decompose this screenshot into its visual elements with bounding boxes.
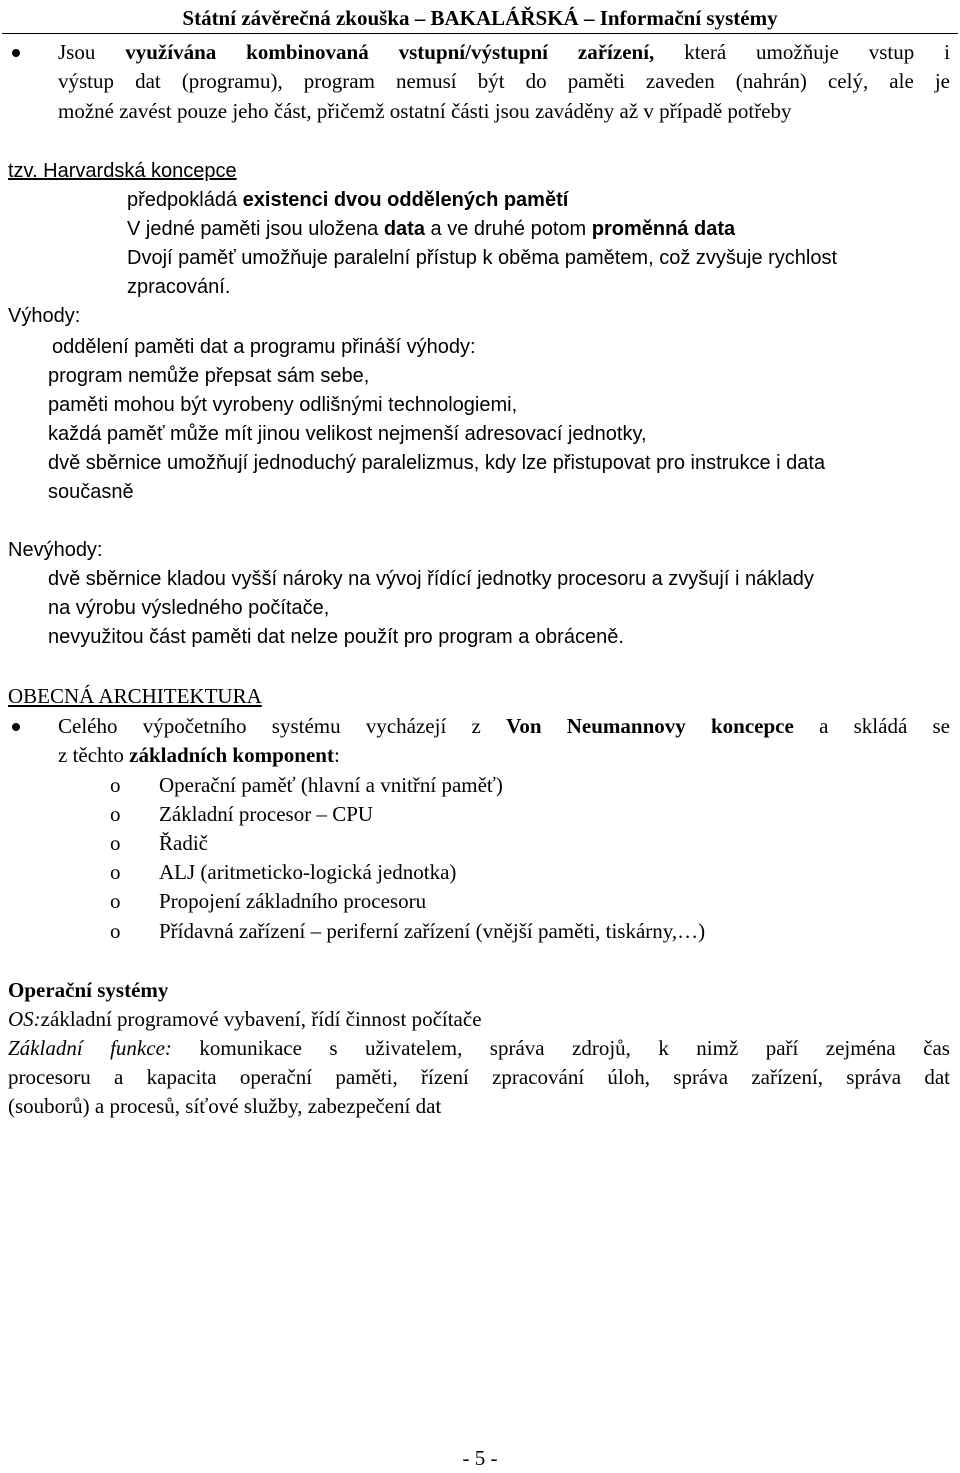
intro-bold-text: využívána kombinovaná vstupní/výstupní zařízení, bbox=[125, 40, 655, 64]
bullet-icon bbox=[12, 723, 20, 731]
list-marker: o bbox=[110, 889, 121, 913]
architecture-line-1 bbox=[58, 712, 950, 741]
os-functions-line-2: procesoru a kapacita operační paměti, řízení zpracování úloh, správa zařízení, správa dat bbox=[8, 1065, 950, 1089]
component-item: Základní procesor – CPU bbox=[159, 802, 374, 826]
intro-line-1 bbox=[58, 38, 950, 67]
harvard-bold-text: proměnná data bbox=[591, 218, 736, 240]
os-definition-label: OS: bbox=[8, 1007, 41, 1031]
harvard-title: tzv. Harvardská koncepce bbox=[8, 160, 237, 182]
harvard-line-1 bbox=[127, 186, 568, 215]
component-item: Řadič bbox=[159, 831, 208, 855]
harvard-text: předpokládá bbox=[127, 189, 243, 211]
architecture-heading: OBECNÁ ARCHITEKTURA bbox=[8, 684, 262, 708]
architecture-text: z těchto bbox=[58, 743, 130, 767]
component-item: Operační paměť (hlavní a vnitřní paměť) bbox=[159, 773, 503, 797]
intro-text: která umožňuje vstup i bbox=[654, 40, 950, 64]
component-item: Přídavná zařízení – periferní zařízení (vnější paměti, tiskárny,…) bbox=[159, 919, 706, 943]
harvard-line-4: zpracování. bbox=[127, 276, 231, 298]
disadvantages-line: na výrobu výsledného počítače, bbox=[48, 597, 330, 619]
harvard-line-3: Dvojí paměť umožňuje paralelní přístup k oběma pamětem, což zvyšuje rychlost bbox=[127, 247, 838, 269]
os-definition-text: základní programové vybavení, řídí činnost počítače bbox=[40, 1007, 482, 1031]
os-heading: Operační systémy bbox=[8, 978, 169, 1002]
list-marker: o bbox=[110, 773, 121, 797]
architecture-text: Celého výpočetního systému vycházejí z bbox=[58, 714, 507, 738]
header-divider bbox=[2, 33, 958, 34]
advantages-line: dvě sběrnice umožňují jednoduchý paralelizmus, kdy lze přistupovat pro instrukce i data bbox=[48, 452, 826, 474]
list-marker: o bbox=[110, 919, 121, 943]
intro-line-2: výstup dat (programu), program nemusí být do paměti zaveden (nahrán) celý, ale je bbox=[58, 69, 950, 93]
architecture-text: : bbox=[333, 743, 340, 767]
harvard-text: a ve druhé potom bbox=[424, 218, 592, 240]
architecture-line-2 bbox=[58, 741, 340, 770]
component-item: ALJ (aritmeticko-logická jednotka) bbox=[159, 860, 457, 884]
list-marker: o bbox=[110, 802, 121, 826]
intro-line-3: možné zavést pouze jeho část, přičemž ostatní části jsou zaváděny až v případě potřeby bbox=[58, 99, 792, 123]
os-functions-text: komunikace s uživatelem, správa zdrojů, k nimž paří zejména čas bbox=[171, 1036, 950, 1060]
disadvantages-heading: Nevýhody: bbox=[8, 539, 103, 561]
disadvantages-line: dvě sběrnice kladou vyšší nároky na vývoj řídící jednotky procesoru a zvyšují i náklady bbox=[48, 568, 814, 590]
os-functions-line-1 bbox=[8, 1034, 950, 1063]
list-marker: o bbox=[110, 831, 121, 855]
advantages-line: program nemůže přepsat sám sebe, bbox=[48, 365, 370, 387]
os-functions-line-3: (souborů) a procesů, síťové služby, zabezpečení dat bbox=[8, 1094, 442, 1118]
bullet-icon bbox=[12, 49, 20, 57]
harvard-text: V jedné paměti jsou uložena bbox=[127, 218, 384, 240]
page-header: Státní závěrečná zkouška – BAKALÁŘSKÁ – Informační systémy bbox=[182, 6, 778, 30]
advantages-line: každá paměť může mít jinou velikost nejmenší adresovací jednotky, bbox=[48, 423, 647, 445]
list-marker: o bbox=[110, 860, 121, 884]
os-functions-label: Základní funkce: bbox=[8, 1036, 172, 1060]
os-definition bbox=[8, 1005, 482, 1034]
architecture-text: a skládá se bbox=[793, 714, 950, 738]
architecture-bold-text: Von Neumannovy koncepce bbox=[506, 714, 794, 738]
advantages-line: paměti mohou být vyrobeny odlišnými technologiemi, bbox=[48, 394, 518, 416]
advantages-line: oddělení paměti dat a programu přináší výhody: bbox=[52, 336, 476, 358]
intro-text: Jsou bbox=[58, 40, 126, 64]
page-number: - 5 - bbox=[462, 1446, 498, 1470]
advantages-heading: Výhody: bbox=[8, 305, 81, 327]
architecture-bold-text: základních komponent bbox=[129, 743, 334, 767]
harvard-bold-text: existenci dvou oddělených pamětí bbox=[242, 189, 569, 211]
disadvantages-line: nevyužitou část paměti dat nelze použít pro program a obráceně. bbox=[48, 626, 624, 648]
advantages-line: současně bbox=[48, 481, 134, 503]
harvard-line-2 bbox=[127, 215, 735, 244]
harvard-bold-text: data bbox=[383, 218, 425, 240]
component-item: Propojení základního procesoru bbox=[159, 889, 427, 913]
